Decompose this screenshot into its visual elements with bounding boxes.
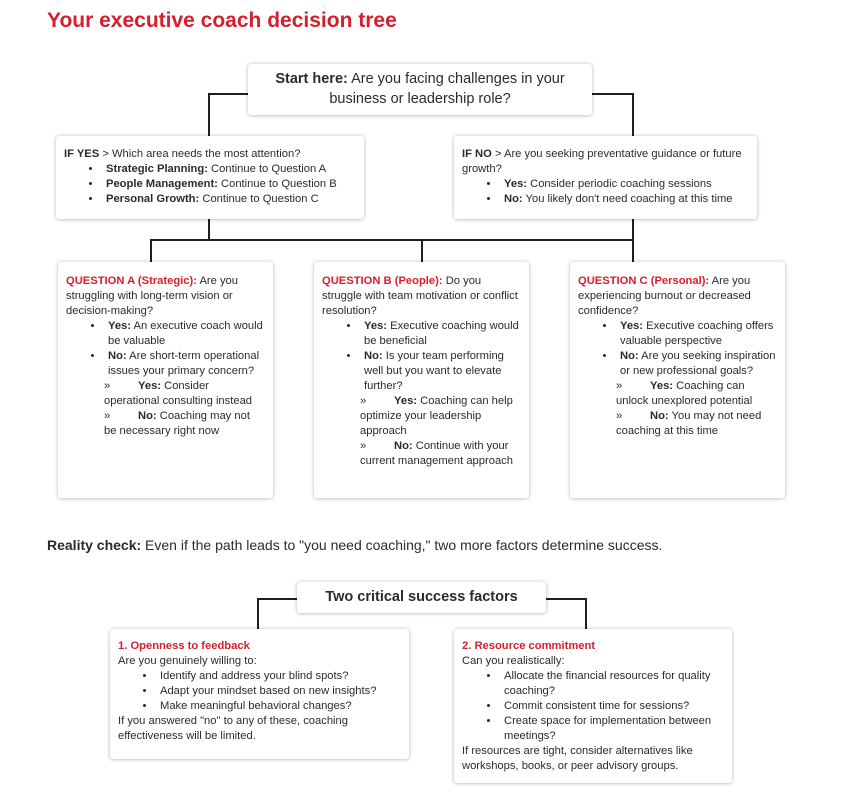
if-yes-box xyxy=(56,136,364,219)
sub-text: Coaching may not be necessary right now xyxy=(104,410,250,437)
question-c-list xyxy=(578,319,777,379)
connector-factors-left-down xyxy=(257,598,259,629)
sub-label: Yes: xyxy=(138,380,162,392)
connector-factors-right xyxy=(546,598,586,600)
list-item: • Create space for implementation between meetings? xyxy=(500,714,724,744)
page-title: Your executive coach decision tree xyxy=(47,9,397,32)
factor-2-intro: Can you realistically: xyxy=(462,655,565,667)
connector-to-question-c xyxy=(632,239,634,262)
yes-label: Yes: xyxy=(620,320,644,332)
factor-2-list xyxy=(462,669,724,744)
list-item: • Commit consistent time for sessions? xyxy=(500,699,724,714)
connector-no-down xyxy=(632,219,634,240)
connector-to-question-a xyxy=(150,239,152,262)
list-item: • Allocate the financial resources for quality coaching? xyxy=(500,669,724,699)
factor-2-title: 2. Resource commitment xyxy=(462,640,596,652)
if-no-box xyxy=(454,136,757,219)
question-a-sub-2 xyxy=(66,409,265,439)
list-item xyxy=(102,192,356,207)
yes-text: Executive coaching would be beneficial xyxy=(364,320,519,347)
factor-1-list xyxy=(118,669,401,714)
if-no-question: > Are you seeking preventative guidance or future growth? xyxy=(462,148,742,175)
if-yes-question: > Which area needs the most attention? xyxy=(99,148,301,160)
item-label: Yes: xyxy=(504,178,528,190)
item-label: No: xyxy=(504,193,523,205)
no-text: Are short-term operational issues your primary concern? xyxy=(108,350,260,377)
if-yes-label: IF YES xyxy=(64,148,100,160)
list-item: • Identify and address your blind spots? xyxy=(156,669,401,684)
list-item: • Make meaningful behavioral changes? xyxy=(156,699,401,714)
connector-branch-horizontal xyxy=(150,239,634,241)
factor-1-intro: Are you genuinely willing to: xyxy=(118,655,257,667)
sub-text: Continue with your current management approach xyxy=(360,440,513,467)
no-text: Are you seeking inspiration or new professional goals? xyxy=(620,350,776,377)
sub-text: You may not need coaching at this time xyxy=(616,410,762,437)
if-no-label: IF NO xyxy=(462,148,492,160)
start-text: Are you facing challenges in your business or leadership role? xyxy=(329,71,565,107)
reality-text: Even if the path leads to "you need coaching," two more factors determine success. xyxy=(141,537,663,553)
yes-label: Yes: xyxy=(364,320,388,332)
list-item xyxy=(360,349,521,394)
reality-check xyxy=(47,537,662,553)
question-c-label: QUESTION C (Personal): xyxy=(578,275,710,287)
no-text: Is your team performing well but you want to elevate further? xyxy=(364,350,504,392)
yes-label: Yes: xyxy=(108,320,132,332)
sub-label: No: xyxy=(650,410,669,422)
item-label: Personal Growth: xyxy=(106,193,200,205)
factor-1-title: 1. Openness to feedback xyxy=(118,640,250,652)
question-b-label: QUESTION B (People): xyxy=(322,275,443,287)
connector-factors-right-down xyxy=(585,598,587,629)
question-b-box xyxy=(314,262,529,498)
connector-right-down xyxy=(632,93,634,136)
item-label: People Management: xyxy=(106,178,218,190)
question-b-sub-2 xyxy=(322,439,521,469)
list-item xyxy=(500,192,749,207)
item-text: Continue to Question C xyxy=(199,193,319,205)
connector-yes-down xyxy=(208,219,210,240)
sub-text: Consider operational consulting instead xyxy=(104,380,253,407)
reality-label: Reality check: xyxy=(47,537,142,553)
no-label: No: xyxy=(620,350,639,362)
factor-2-footer: If resources are tight, consider alternatives like workshops, books, or peer advisory groups. xyxy=(462,745,693,772)
question-c-text: Are you experiencing burnout or decreased confidence? xyxy=(578,275,751,317)
sub-label: Yes: xyxy=(650,380,674,392)
yes-text: Executive coaching offers valuable perspective xyxy=(620,320,774,347)
factors-title-box xyxy=(297,582,546,613)
connector-start-right xyxy=(592,93,633,95)
question-a-list xyxy=(66,319,265,379)
list-item xyxy=(102,162,356,177)
question-b-list xyxy=(322,319,521,394)
question-a-sub-1 xyxy=(66,379,265,409)
list-item xyxy=(104,349,265,379)
list-item xyxy=(616,349,777,379)
sub-text: Coaching can unlock unexplored potential xyxy=(616,380,753,407)
list-item xyxy=(102,177,356,192)
factor-1-box xyxy=(110,629,409,759)
factors-title: Two critical success factors xyxy=(325,589,518,605)
item-text: Continue to Question A xyxy=(207,163,327,175)
if-yes-list xyxy=(64,162,356,207)
arrow-icon: » xyxy=(104,380,111,392)
question-b-text: Do you struggle with team motivation or conflict resolution? xyxy=(322,275,518,317)
item-text: Continue to Question B xyxy=(217,178,337,190)
connector-factors-left xyxy=(257,598,297,600)
start-label: Start here: xyxy=(275,71,348,87)
question-a-text: Are you struggling with long-term vision or decision-making? xyxy=(66,275,238,317)
factor-1-footer: If you answered "no" to any of these, coaching effectiveness will be limited. xyxy=(118,715,348,742)
arrow-icon: » xyxy=(360,395,367,407)
list-item xyxy=(500,177,749,192)
item-label: Strategic Planning: xyxy=(106,163,208,175)
factor-2-box xyxy=(454,629,732,783)
question-c-sub-1 xyxy=(578,379,777,409)
sub-label: Yes: xyxy=(394,395,418,407)
list-item xyxy=(104,319,265,349)
connector-start-left xyxy=(208,93,248,95)
list-item xyxy=(616,319,777,349)
question-c-sub-2 xyxy=(578,409,777,439)
arrow-icon: » xyxy=(360,440,367,452)
sub-label: No: xyxy=(138,410,157,422)
sub-text: Coaching can help optimize your leadership approach xyxy=(360,395,513,437)
no-label: No: xyxy=(108,350,127,362)
question-b-sub-1 xyxy=(322,394,521,439)
yes-text: An executive coach would be valuable xyxy=(108,320,263,347)
arrow-icon: » xyxy=(616,380,623,392)
item-text: Consider periodic coaching sessions xyxy=(527,178,712,190)
question-a-label: QUESTION A (Strategic): xyxy=(66,275,197,287)
question-a-box xyxy=(58,262,273,498)
no-label: No: xyxy=(364,350,383,362)
sub-label: No: xyxy=(394,440,413,452)
connector-to-question-b xyxy=(421,239,423,262)
connector-left-down xyxy=(208,93,210,136)
item-text: You likely don't need coaching at this time xyxy=(522,193,733,205)
arrow-icon: » xyxy=(104,410,111,422)
if-no-list xyxy=(462,177,749,207)
list-item xyxy=(360,319,521,349)
start-box xyxy=(248,64,592,115)
question-c-box xyxy=(570,262,785,498)
arrow-icon: » xyxy=(616,410,623,422)
list-item: • Adapt your mindset based on new insights? xyxy=(156,684,401,699)
